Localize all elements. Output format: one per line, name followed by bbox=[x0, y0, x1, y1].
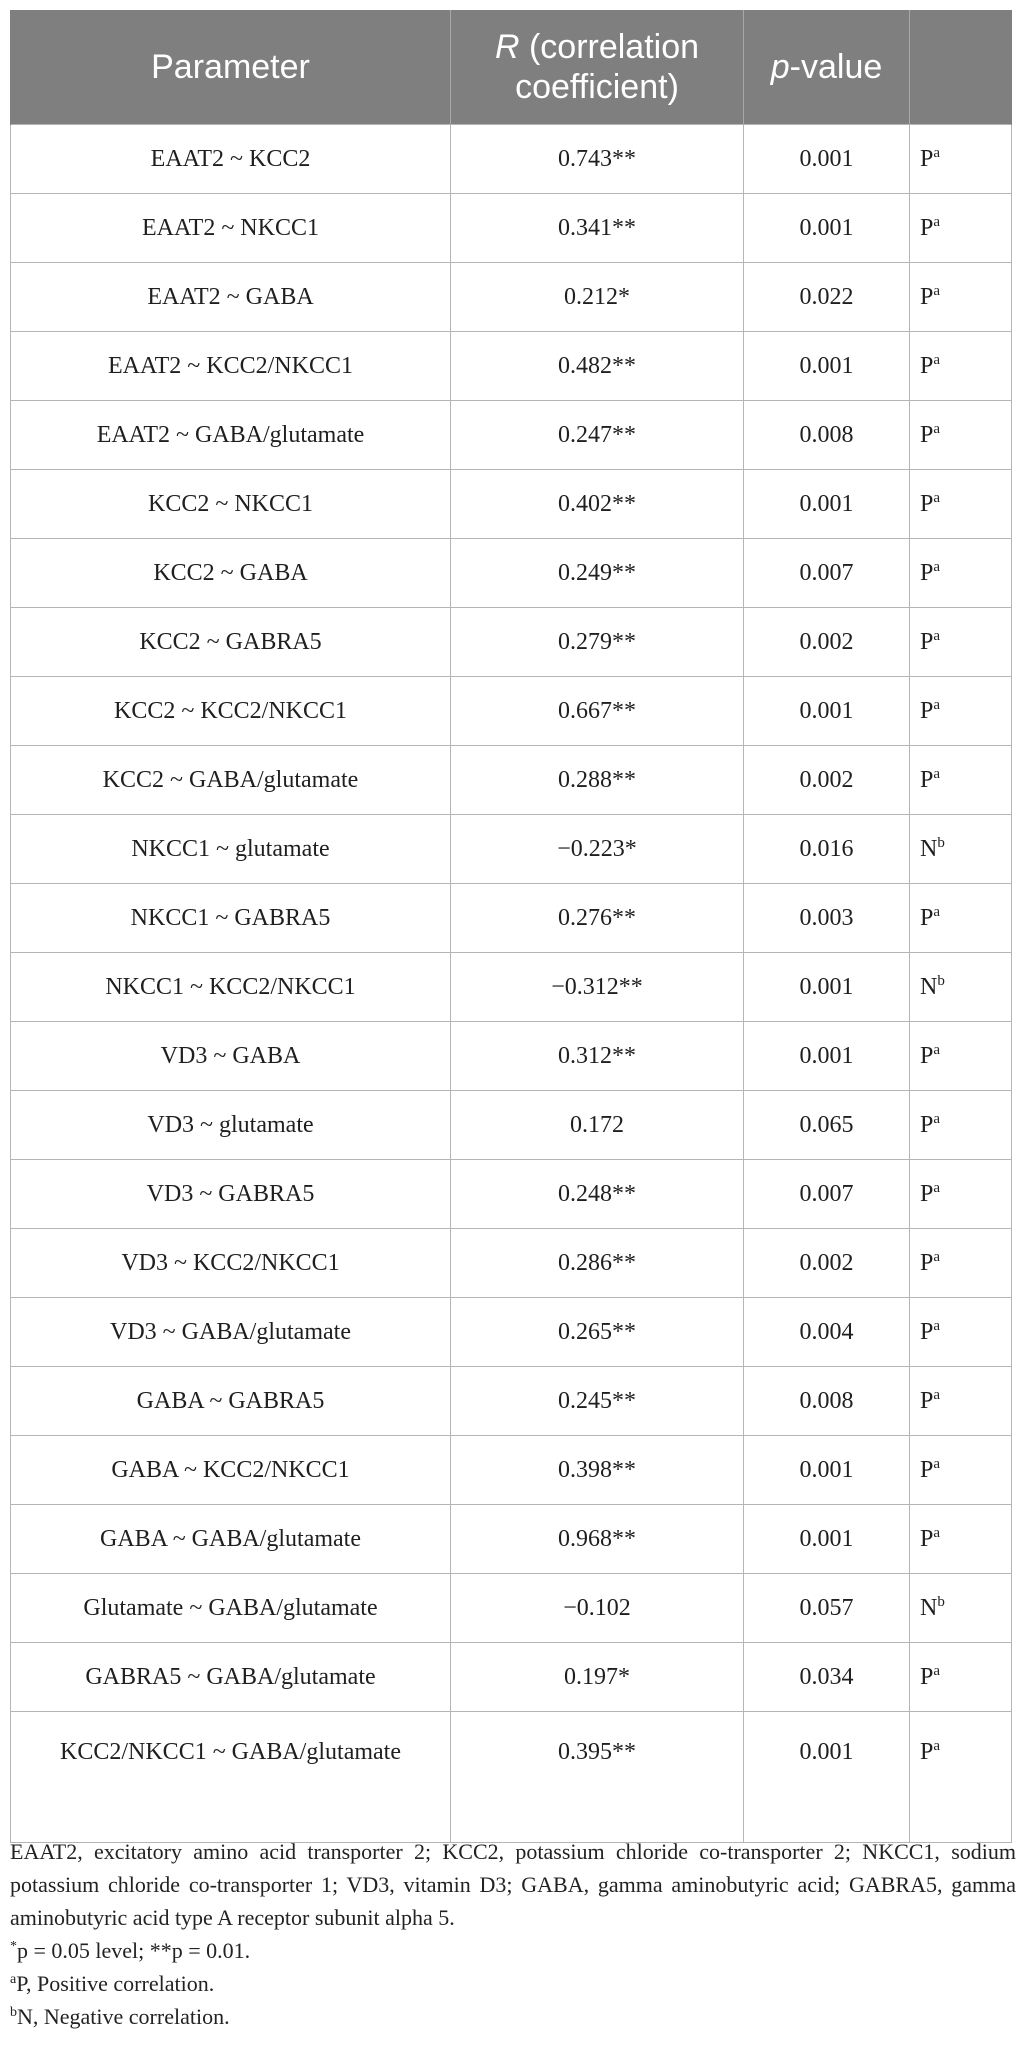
p-value-cell: 0.001 bbox=[744, 194, 910, 263]
p-value-cell: 0.002 bbox=[744, 1229, 910, 1298]
table-row bbox=[11, 1091, 1012, 1160]
table-row bbox=[11, 263, 1012, 332]
p-value-cell: 0.002 bbox=[744, 746, 910, 815]
table-row bbox=[11, 1436, 1012, 1505]
parameter-cell: NKCC1 ~ glutamate bbox=[11, 815, 451, 884]
relation-cell bbox=[910, 1643, 1012, 1712]
relation-cell bbox=[910, 539, 1012, 608]
relation-cell bbox=[910, 746, 1012, 815]
correlation-cell: 0.402** bbox=[451, 470, 744, 539]
footnote-positive bbox=[10, 1967, 1016, 2000]
relation-letter: P bbox=[920, 1042, 934, 1069]
relation-footnote-mark: a bbox=[933, 1179, 941, 1196]
parameter-cell: GABA ~ GABRA5 bbox=[11, 1367, 451, 1436]
p-value-cell: 0.001 bbox=[744, 1436, 910, 1505]
relation-letter: P bbox=[920, 766, 934, 793]
relation-footnote-mark: a bbox=[933, 489, 941, 506]
relation-letter: P bbox=[920, 697, 934, 724]
relation-cell bbox=[910, 677, 1012, 746]
footnote-negative-mark: b bbox=[10, 2005, 17, 2020]
relation-cell bbox=[910, 1712, 1012, 1843]
p-value-cell: 0.001 bbox=[744, 953, 910, 1022]
relation-letter: P bbox=[920, 283, 934, 310]
table-row bbox=[11, 815, 1012, 884]
relation-cell bbox=[910, 1505, 1012, 1574]
relation-footnote-mark: a bbox=[933, 765, 941, 782]
relation-letter: P bbox=[920, 1318, 934, 1345]
p-value-cell: 0.004 bbox=[744, 1298, 910, 1367]
p-value-cell: 0.065 bbox=[744, 1091, 910, 1160]
relation-footnote-mark: a bbox=[933, 903, 941, 920]
parameter-cell: Glutamate ~ GABA/glutamate bbox=[11, 1574, 451, 1643]
relation-footnote-mark: a bbox=[933, 213, 941, 230]
header-row bbox=[11, 10, 1012, 125]
relation-letter: P bbox=[920, 214, 934, 241]
correlation-cell: 0.279** bbox=[451, 608, 744, 677]
relation-cell bbox=[910, 1160, 1012, 1229]
relation-letter: P bbox=[920, 1739, 934, 1765]
relation-footnote-mark: a bbox=[933, 627, 941, 644]
correlation-cell: 0.398** bbox=[451, 1436, 744, 1505]
parameter-cell: EAAT2 ~ GABA/glutamate bbox=[11, 401, 451, 470]
relation-letter: N bbox=[920, 1594, 938, 1621]
table-row bbox=[11, 1160, 1012, 1229]
table-row bbox=[11, 1022, 1012, 1091]
p-value-cell: 0.057 bbox=[744, 1574, 910, 1643]
table-row bbox=[11, 1643, 1012, 1712]
parameter-cell: EAAT2 ~ KCC2 bbox=[11, 125, 451, 194]
parameter-cell: NKCC1 ~ KCC2/NKCC1 bbox=[11, 953, 451, 1022]
table-body bbox=[11, 125, 1012, 1843]
correlation-table-container bbox=[10, 10, 1011, 1843]
correlation-cell: 0.248** bbox=[451, 1160, 744, 1229]
correlation-cell: 0.197* bbox=[451, 1643, 744, 1712]
correlation-cell: 0.341** bbox=[451, 194, 744, 263]
footnote-significance-mark: * bbox=[10, 1939, 17, 1954]
relation-cell bbox=[910, 401, 1012, 470]
header-r-label: (correlation coefficient) bbox=[515, 28, 700, 106]
footnote-abbreviations: EAAT2, excitatory amino acid transporter 2; KCC2, potassium chloride co-transporter 2; NKCC1, sodium potassium chloride co-transporter 1; VD3, vitamin D3; GABA, gamma aminobutyric acid; GABRA5, gamma aminobutyric acid type A receptor subunit alpha 5. bbox=[10, 1839, 1016, 1930]
relation-footnote-mark: a bbox=[933, 1738, 941, 1754]
relation-footnote-mark: b bbox=[937, 1593, 945, 1610]
p-value-cell: 0.001 bbox=[744, 1712, 910, 1843]
relation-letter: P bbox=[920, 1249, 934, 1276]
correlation-cell: 0.288** bbox=[451, 746, 744, 815]
parameter-cell: VD3 ~ GABRA5 bbox=[11, 1160, 451, 1229]
relation-cell bbox=[910, 470, 1012, 539]
p-value-cell: 0.022 bbox=[744, 263, 910, 332]
relation-footnote-mark: b bbox=[937, 834, 945, 851]
correlation-cell: 0.249** bbox=[451, 539, 744, 608]
correlation-cell: 0.743** bbox=[451, 125, 744, 194]
p-value-cell: 0.001 bbox=[744, 1505, 910, 1574]
table-row bbox=[11, 953, 1012, 1022]
relation-cell bbox=[910, 884, 1012, 953]
relation-footnote-mark: a bbox=[933, 1317, 941, 1334]
table-row bbox=[11, 1298, 1012, 1367]
correlation-cell: 0.212* bbox=[451, 263, 744, 332]
relation-footnote-mark: b bbox=[937, 972, 945, 989]
correlation-cell: −0.312** bbox=[451, 953, 744, 1022]
relation-letter: N bbox=[920, 835, 938, 862]
p-value-cell: 0.002 bbox=[744, 608, 910, 677]
relation-cell bbox=[910, 263, 1012, 332]
parameter-cell: KCC2/NKCC1 ~ GABA/glutamate bbox=[11, 1712, 451, 1843]
relation-footnote-mark: a bbox=[933, 1248, 941, 1265]
parameter-cell: VD3 ~ GABA/glutamate bbox=[11, 1298, 451, 1367]
relation-footnote-mark: a bbox=[933, 1524, 941, 1541]
p-value-cell: 0.034 bbox=[744, 1643, 910, 1712]
correlation-cell: 0.667** bbox=[451, 677, 744, 746]
correlation-cell: 0.312** bbox=[451, 1022, 744, 1091]
relation-cell bbox=[910, 1298, 1012, 1367]
relation-letter: P bbox=[920, 1663, 934, 1690]
header-relation bbox=[910, 10, 1012, 125]
p-value-cell: 0.001 bbox=[744, 125, 910, 194]
p-value-cell: 0.001 bbox=[744, 332, 910, 401]
p-value-cell: 0.008 bbox=[744, 1367, 910, 1436]
table-row bbox=[11, 1712, 1012, 1843]
relation-cell bbox=[910, 1022, 1012, 1091]
table-row bbox=[11, 401, 1012, 470]
correlation-cell: 0.172 bbox=[451, 1091, 744, 1160]
footnote-negative-text: N, Negative correlation. bbox=[17, 2004, 230, 2029]
relation-cell bbox=[910, 815, 1012, 884]
relation-letter: P bbox=[920, 628, 934, 655]
parameter-cell: VD3 ~ glutamate bbox=[11, 1091, 451, 1160]
relation-footnote-mark: a bbox=[933, 420, 941, 437]
relation-cell bbox=[910, 125, 1012, 194]
relation-footnote-mark: a bbox=[933, 282, 941, 299]
table-row bbox=[11, 608, 1012, 677]
parameter-cell: VD3 ~ GABA bbox=[11, 1022, 451, 1091]
correlation-cell: 0.482** bbox=[451, 332, 744, 401]
footnote-negative bbox=[10, 2000, 1016, 2033]
header-correlation bbox=[451, 10, 744, 125]
relation-letter: P bbox=[920, 421, 934, 448]
relation-cell bbox=[910, 1367, 1012, 1436]
footnote-positive-mark: a bbox=[10, 1972, 17, 1987]
parameter-cell: KCC2 ~ GABA/glutamate bbox=[11, 746, 451, 815]
table-row bbox=[11, 539, 1012, 608]
parameter-cell: KCC2 ~ GABRA5 bbox=[11, 608, 451, 677]
relation-cell bbox=[910, 1091, 1012, 1160]
relation-footnote-mark: a bbox=[933, 558, 941, 575]
relation-letter: P bbox=[920, 559, 934, 586]
footnote-positive-text: P, Positive correlation. bbox=[16, 1971, 215, 1996]
relation-cell bbox=[910, 1229, 1012, 1298]
relation-cell bbox=[910, 1436, 1012, 1505]
relation-letter: P bbox=[920, 1180, 934, 1207]
relation-letter: P bbox=[920, 1456, 934, 1483]
parameter-cell: KCC2 ~ GABA bbox=[11, 539, 451, 608]
p-value-cell: 0.007 bbox=[744, 1160, 910, 1229]
relation-footnote-mark: a bbox=[933, 1041, 941, 1058]
p-value-cell: 0.007 bbox=[744, 539, 910, 608]
correlation-cell: 0.245** bbox=[451, 1367, 744, 1436]
correlation-cell: 0.265** bbox=[451, 1298, 744, 1367]
table-row bbox=[11, 677, 1012, 746]
parameter-cell: EAAT2 ~ GABA bbox=[11, 263, 451, 332]
relation-cell bbox=[910, 953, 1012, 1022]
relation-footnote-mark: a bbox=[933, 696, 941, 713]
relation-letter: P bbox=[920, 490, 934, 517]
relation-footnote-mark: a bbox=[933, 1110, 941, 1127]
p-value-cell: 0.001 bbox=[744, 470, 910, 539]
p-value-cell: 0.003 bbox=[744, 884, 910, 953]
relation-cell bbox=[910, 332, 1012, 401]
parameter-cell: EAAT2 ~ KCC2/NKCC1 bbox=[11, 332, 451, 401]
relation-cell bbox=[910, 608, 1012, 677]
parameter-cell: KCC2 ~ NKCC1 bbox=[11, 470, 451, 539]
p-value-cell: 0.001 bbox=[744, 677, 910, 746]
parameter-cell: KCC2 ~ KCC2/NKCC1 bbox=[11, 677, 451, 746]
table-row bbox=[11, 194, 1012, 263]
footnote-significance-text: p = 0.05 level; **p = 0.01. bbox=[17, 1938, 251, 1963]
p-value-cell: 0.008 bbox=[744, 401, 910, 470]
relation-letter: P bbox=[920, 1525, 934, 1552]
relation-letter: P bbox=[920, 145, 934, 172]
p-value-cell: 0.001 bbox=[744, 1022, 910, 1091]
correlation-cell: 0.276** bbox=[451, 884, 744, 953]
header-p-symbol: p bbox=[770, 48, 790, 86]
header-p-label: -value bbox=[789, 48, 883, 86]
correlation-cell: 0.968** bbox=[451, 1505, 744, 1574]
table-row bbox=[11, 1229, 1012, 1298]
relation-letter: P bbox=[920, 904, 934, 931]
relation-footnote-mark: a bbox=[933, 144, 941, 161]
table-row bbox=[11, 125, 1012, 194]
relation-letter: P bbox=[920, 352, 934, 379]
table-row bbox=[11, 746, 1012, 815]
correlation-table bbox=[10, 10, 1012, 1843]
correlation-cell: 0.247** bbox=[451, 401, 744, 470]
table-row bbox=[11, 1367, 1012, 1436]
parameter-cell: EAAT2 ~ NKCC1 bbox=[11, 194, 451, 263]
footnote-significance bbox=[10, 1934, 1016, 1967]
table-row bbox=[11, 332, 1012, 401]
correlation-cell: 0.395** bbox=[451, 1712, 744, 1843]
relation-letter: N bbox=[920, 973, 938, 1000]
header-parameter bbox=[11, 10, 451, 125]
header-r-symbol: R bbox=[494, 28, 520, 66]
correlation-cell: −0.223* bbox=[451, 815, 744, 884]
relation-letter: P bbox=[920, 1111, 934, 1138]
table-row bbox=[11, 884, 1012, 953]
table-row bbox=[11, 1574, 1012, 1643]
header-parameter-label: Parameter bbox=[151, 48, 310, 86]
relation-footnote-mark: a bbox=[933, 1662, 941, 1679]
relation-footnote-mark: a bbox=[933, 1386, 941, 1403]
table-footnotes bbox=[10, 1835, 1016, 2033]
relation-cell bbox=[910, 1574, 1012, 1643]
correlation-cell: 0.286** bbox=[451, 1229, 744, 1298]
table-row bbox=[11, 1505, 1012, 1574]
parameter-cell: NKCC1 ~ GABRA5 bbox=[11, 884, 451, 953]
relation-letter: P bbox=[920, 1387, 934, 1414]
parameter-cell: GABA ~ GABA/glutamate bbox=[11, 1505, 451, 1574]
relation-footnote-mark: a bbox=[933, 351, 941, 368]
table-row bbox=[11, 470, 1012, 539]
relation-footnote-mark: a bbox=[933, 1455, 941, 1472]
p-value-cell: 0.016 bbox=[744, 815, 910, 884]
parameter-cell: GABRA5 ~ GABA/glutamate bbox=[11, 1643, 451, 1712]
table-header bbox=[11, 10, 1012, 125]
parameter-cell: GABA ~ KCC2/NKCC1 bbox=[11, 1436, 451, 1505]
correlation-cell: −0.102 bbox=[451, 1574, 744, 1643]
relation-cell bbox=[910, 194, 1012, 263]
header-p-value bbox=[744, 10, 910, 125]
parameter-cell: VD3 ~ KCC2/NKCC1 bbox=[11, 1229, 451, 1298]
